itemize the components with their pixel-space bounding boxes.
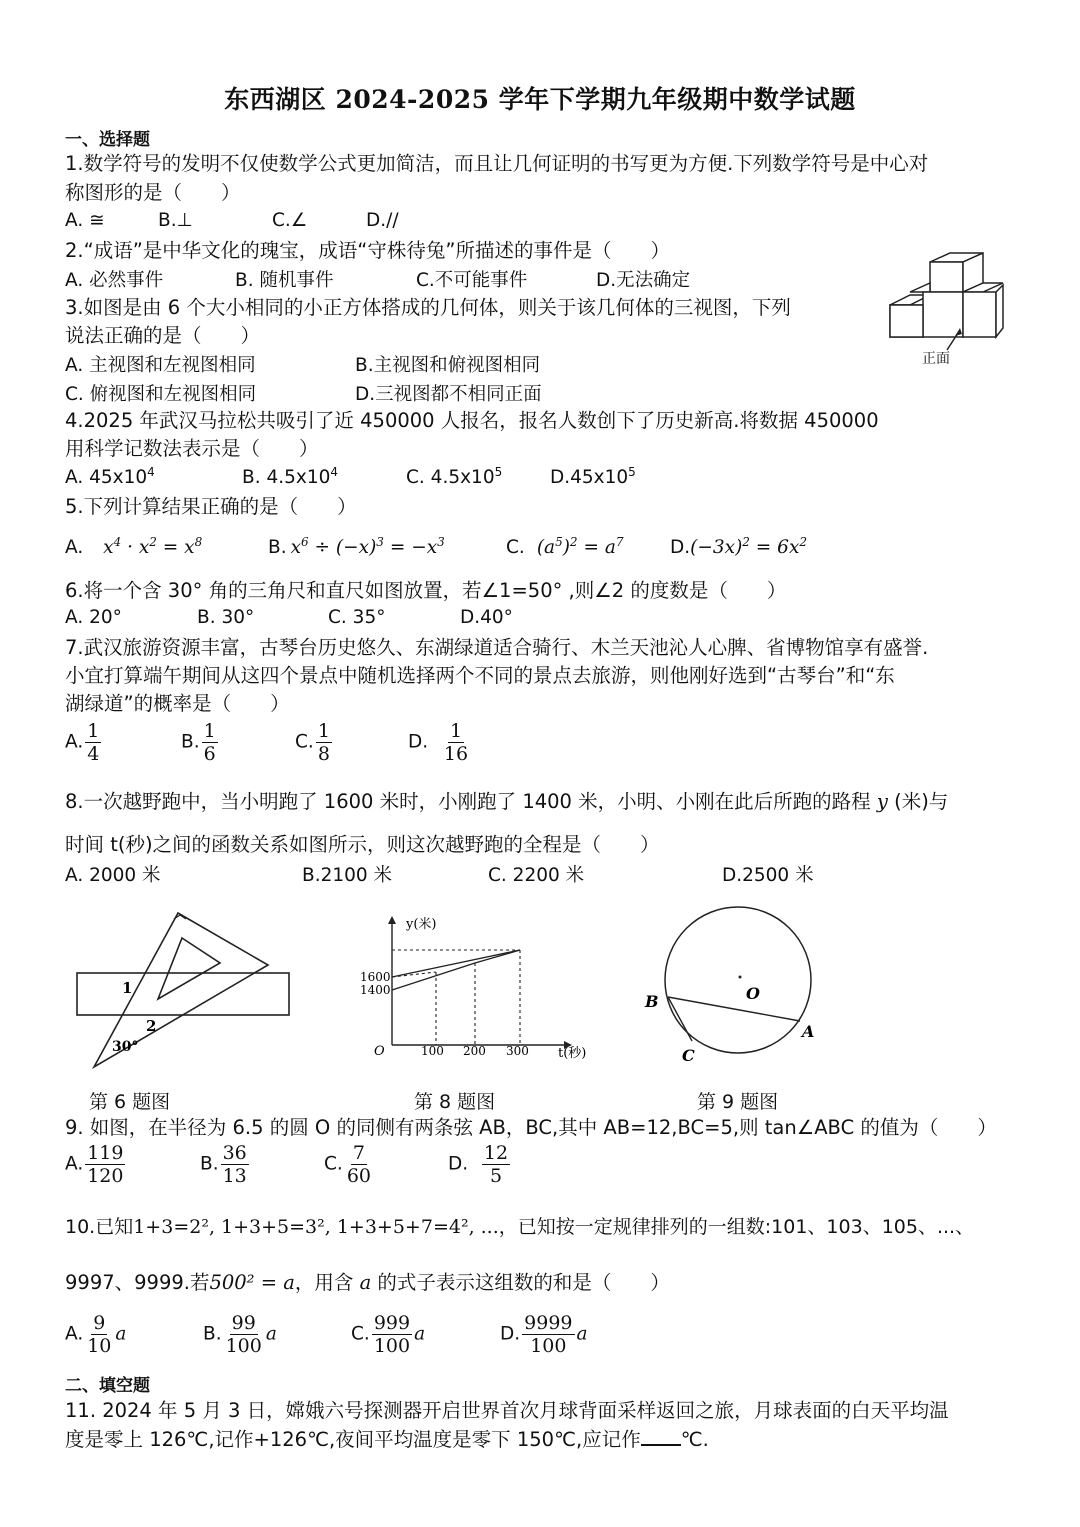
- fig9-center-o: O: [746, 984, 760, 1003]
- fig8-xtick-300: 300: [506, 1044, 529, 1058]
- q3-line1: 3.如图是由 6 个大小相同的小正方体搭成的几何体，则关于该几何体的三视图，下列: [65, 296, 791, 319]
- fig8-ytick-1400: 1400: [360, 983, 391, 997]
- q4-option-a: A. $45x10^4$: [65, 465, 155, 489]
- q2-line1: 2.“成语”是中华文化的瑰宝，成语“守株待兔”所描述的事件是（ ）: [65, 239, 671, 262]
- fig6-angle-30: 30°: [112, 1039, 139, 1055]
- fig6-ruler-triangle: [70, 905, 300, 1075]
- fig6-caption: 第 6 题图: [89, 1091, 171, 1113]
- q1-line1: 1.数学符号的发明不仅使数学公式更加简洁，而且让几何证明的书写更为方便.下列数学符号是中心对: [65, 152, 929, 175]
- q1-option-b: B.⊥: [158, 210, 193, 231]
- fig8-xtick-200: 200: [463, 1044, 486, 1058]
- fig8-origin: O: [374, 1044, 385, 1059]
- q3-option-c: C. 俯视图和左视图相同: [65, 384, 257, 405]
- q7-option-c: C. $\frac{1}{8}$: [295, 720, 330, 765]
- q1-line2: 称图形的是（ ）: [65, 181, 241, 204]
- q10-option-b: B. $\frac{99}{100}$ a: [203, 1312, 277, 1357]
- q7-option-d: D. $\frac{1}{16}$: [408, 720, 469, 765]
- q11-line2: 度是零上 126℃,记作+126℃,夜间平均温度是零下 150℃,应记作 ℃.: [65, 1428, 709, 1451]
- fig9-caption: 第 9 题图: [697, 1091, 779, 1113]
- q11-line1: 11. 2024 年 5 月 3 日，嫦娥六号探测器开启世界首次月球背面采样返回之旅，月球表面的白天平均温: [65, 1399, 949, 1422]
- q6-option-d: D.40°: [460, 607, 513, 628]
- q3-option-d: D.三视图都不相同正面: [355, 384, 542, 405]
- q7-line1: 7.武汉旅游资源丰富，古琴台历史悠久、东湖绿道适合骑行、木兰天池沁人心脾、省博物馆享有盛誉.: [65, 636, 929, 659]
- q5-option-b: B. $x^6 \div (-x)^3 = -x^3$: [268, 535, 445, 559]
- q10-option-a: A. $\frac{9}{10}$ a: [65, 1312, 127, 1357]
- section-fill: 二、填空题: [65, 1376, 150, 1396]
- q2-option-d: D.无法确定: [596, 270, 691, 291]
- q4-option-c: C. $4.5x10^5$: [406, 465, 503, 489]
- q7-option-a: A. $\frac{1}{4}$: [65, 720, 100, 765]
- q10-line2: 9997、9999.若500² = a，用含 a 的式子表示这组数的和是（ ）: [65, 1271, 670, 1294]
- q9-option-d: D. $\frac{12}{5}$: [448, 1142, 509, 1187]
- q8-line2: 时间 t(秒)之间的函数关系如图所示，则这次越野跑的全程是（ ）: [65, 833, 660, 856]
- q1-option-d: D.//: [366, 210, 399, 231]
- q8-line1: 8.一次越野跑中，当小明跑了 1600 米时，小刚跑了 1400 米，小明、小刚在此后所跑的路程 y (米)与: [65, 790, 949, 813]
- q2-option-a: A. 必然事件: [65, 270, 164, 291]
- fig8-graph: [360, 910, 610, 1075]
- page-title: 东西湖区 2024-2025 学年下学期九年级期中数学试题: [224, 85, 856, 114]
- section-choice: 一、选择题: [65, 130, 150, 150]
- q4-option-d: $D.45x10^5$: [550, 465, 636, 489]
- q5-option-d: $D.(-3x)^2 = 6x^2$: [670, 535, 808, 559]
- q9-line1: 9. 如图，在半径为 6.5 的圆 O 的同侧有两条弦 AB，BC,其中 AB=12,BC=5,则 tan∠ABC 的值为（ ）: [65, 1116, 997, 1139]
- q10-option-d: D. $\frac{9999}{100}$ a: [500, 1312, 588, 1357]
- q7-line2: 小宜打算端午期间从这四个景点中随机选择两个不同的景点去旅游，则他刚好选到“古琴台”和“东: [65, 664, 895, 687]
- q4-option-b: B. $4.5x10^4$: [242, 465, 339, 489]
- q8-option-a: A. 2000 米: [65, 865, 161, 886]
- q3-option-b: B.主视图和俯视图相同: [355, 355, 541, 376]
- q3-figure-label: 正面: [922, 351, 950, 367]
- q7-line3: 湖绿道”的概率是（ ）: [65, 692, 290, 715]
- q3-cube-figure: [885, 250, 1015, 370]
- q8-option-d: D.2500 米: [722, 865, 814, 886]
- fig6-angle-2: 2: [146, 1017, 157, 1035]
- q5-option-c: C. $(a^5)^2 = a^7$: [506, 535, 624, 559]
- q8-option-b: B.2100 米: [302, 865, 393, 886]
- q6-option-a: A. 20°: [65, 607, 122, 628]
- q4-line2: 用科学记数法表示是（ ）: [65, 437, 319, 460]
- fig6-angle-1: 1: [122, 979, 133, 997]
- fig8-xtick-100: 100: [421, 1044, 444, 1058]
- q4-line1: 4.2025 年武汉马拉松共吸引了近 450000 人报名，报名人数创下了历史新高.将数据 450000: [65, 409, 879, 432]
- q8-option-c: C. 2200 米: [488, 865, 585, 886]
- fig8-ytick-1600: 1600: [360, 970, 391, 984]
- q10-option-c: C. $\frac{999}{100}$ a: [351, 1312, 426, 1357]
- q10-line1: 10.已知1+3=2², 1+3+5=3², 1+3+5+7=4², ...，已知按一定规律排列的一组数:101、103、105、...、: [65, 1216, 975, 1238]
- fig8-xlabel: t(秒): [558, 1046, 587, 1061]
- fig9-point-b: B: [645, 992, 659, 1011]
- q9-option-a: A. $\frac{119}{120}$: [65, 1142, 124, 1187]
- q11-answer-blank[interactable]: [641, 1426, 681, 1446]
- q6-line1: 6.将一个含 30° 角的三角尺和直尺如图放置，若∠1=50° ,则∠2 的度数是（ ）: [65, 579, 787, 602]
- q1-option-a: A. ≅: [65, 210, 105, 231]
- q5-option-a: A. $x^4 \cdot x^2 = x^8$: [65, 535, 203, 559]
- fig9-point-c: C: [682, 1046, 695, 1065]
- fig8-ylabel: y(米): [406, 917, 437, 932]
- q5-line1: 5.下列计算结果正确的是（ ）: [65, 495, 357, 518]
- fig9-point-a: A: [802, 1022, 815, 1041]
- q1-option-c: C.∠: [272, 210, 308, 231]
- q2-option-c: C.不可能事件: [416, 270, 528, 291]
- q6-option-c: C. 35°: [328, 607, 386, 628]
- fig8-caption: 第 8 题图: [414, 1091, 496, 1113]
- q7-option-b: B. $\frac{1}{6}$: [181, 720, 216, 765]
- fig9-circle: [640, 905, 830, 1070]
- q9-option-b: B. $\frac{36}{13}$: [200, 1142, 247, 1187]
- q9-option-c: C. $\frac{7}{60}$: [324, 1142, 371, 1187]
- q2-option-b: B. 随机事件: [235, 270, 334, 291]
- q6-option-b: B. 30°: [197, 607, 255, 628]
- q3-line2: 说法正确的是（ ）: [65, 324, 261, 347]
- q3-option-a: A. 主视图和左视图相同: [65, 355, 256, 376]
